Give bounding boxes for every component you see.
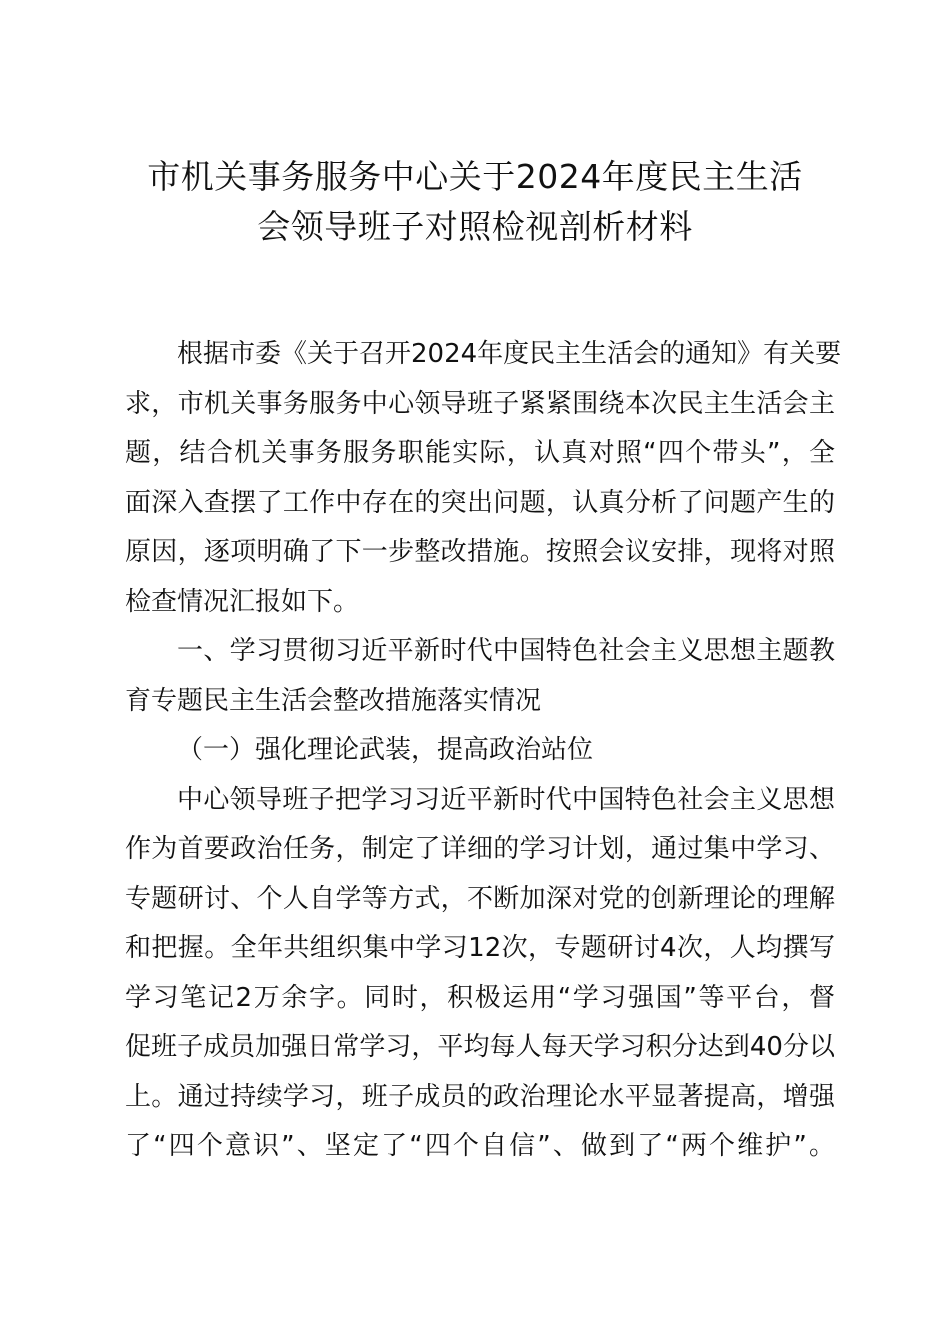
document-title bbox=[100, 152, 850, 252]
paragraph-line: 原因，逐项明确了下一步整改措施。按照会议安排，现将对照 bbox=[125, 537, 835, 567]
document-body bbox=[125, 330, 842, 1172]
paragraph-line: 根据市委《关于召开2024年度民主生活会的通知》有关要 bbox=[177, 339, 842, 369]
subheading-line: （一）强化理论武装，提高政治站位 bbox=[177, 735, 594, 765]
paragraph-line: 题，结合机关事务服务职能实际，认真对照“四个带头”，全 bbox=[125, 438, 835, 468]
paragraph-line: 求，市机关事务服务中心领导班子紧紧围绕本次民主生活会主 bbox=[125, 388, 835, 419]
subsection-heading-1 bbox=[125, 726, 835, 776]
paragraph-line: 上。通过持续学习，班子成员的政治理论水平显著提高，增强 bbox=[125, 1081, 835, 1112]
heading-line: 育专题民主生活会整改措施落实情况 bbox=[125, 685, 542, 716]
paragraph-line: 促班子成员加强日常学习，平均每人每天学习积分达到40分以 bbox=[125, 1032, 835, 1062]
paragraph-study bbox=[125, 776, 835, 1172]
heading-line: 一、学习贯彻习近平新时代中国特色社会主义思想主题教 bbox=[177, 636, 835, 666]
paragraph-line: 学习笔记2万余字。同时，积极运用“学习强国”等平台，督 bbox=[125, 982, 835, 1013]
paragraph-intro bbox=[125, 330, 842, 627]
title-line-1: 市机关事务服务中心关于2024年度民主生活 bbox=[147, 157, 803, 196]
paragraph-line: 和把握。全年共组织集中学习12次，专题研讨4次，人均撰写 bbox=[125, 933, 835, 963]
paragraph-line: 检查情况汇报如下。 bbox=[125, 586, 360, 617]
paragraph-line: 作为首要政治任务，制定了详细的学习计划，通过集中学习、 bbox=[125, 834, 835, 864]
paragraph-line: 面深入查摆了工作中存在的突出问题，认真分析了问题产生的 bbox=[125, 487, 835, 518]
paragraph-line: 中心领导班子把学习习近平新时代中国特色社会主义思想 bbox=[177, 784, 835, 815]
paragraph-line: 了“四个意识”、坚定了“四个自信”、做到了“两个维护”。 bbox=[125, 1131, 835, 1161]
title-line-2: 会领导班子对照检视剖析材料 bbox=[257, 207, 693, 246]
paragraph-line: 专题研讨、个人自学等方式，不断加深对党的创新理论的理解 bbox=[125, 883, 835, 914]
section-heading-1 bbox=[125, 627, 835, 726]
